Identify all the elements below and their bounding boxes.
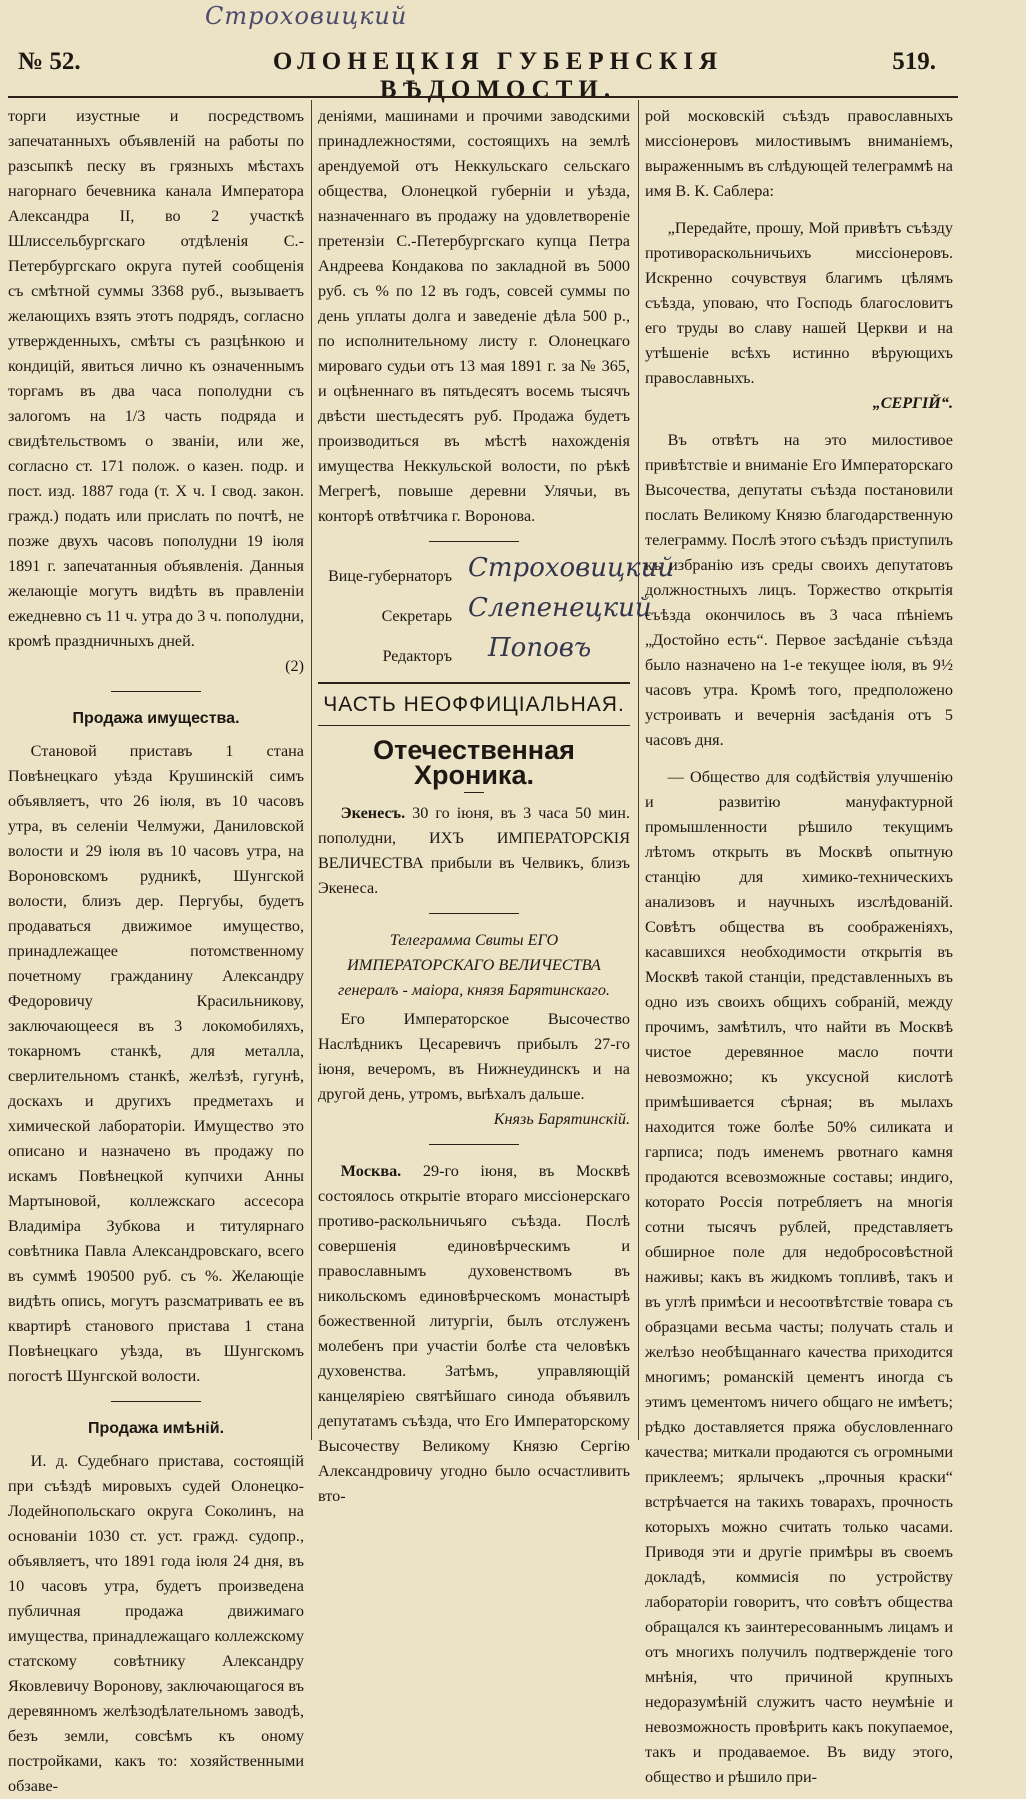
congress-response: Въ отвѣтъ на это милостивое привѣтствіе и вниманіе Его Императорскаго Высочества, депутаты съѣзда постановили послать Великому Князю благодарственную телеграмму. Послѣ этого съѣздъ приступилъ къ избранію изъ среды своихъ депутатовъ должностныхъ лицъ. Торжество открытія съѣзда окончилось въ 3 часа пѣніемъ „Достойно есть“. Первое засѣданіе съѣзда было назначено на 1-е текущее іюля, въ 9½ часовъ утра. Кромѣ того, предположено устроивать и вечернія засѣданія отъ 5 часовъ дня. [645,431,953,749]
section-divider [429,913,519,914]
property-sale-notice: Становой приставъ 1 стана Повѣнецкаго уѣзда Крушинскій симъ объявляетъ, что 26 іюля, въ 10 часовъ утра, въ селеніи Челмужи, Даниловской волости и 29 іюля въ 10 часовъ утра, на Вороновскомъ рудникѣ, Шунгской волости, близъ дер. Пергубы, будетъ продаваться движимое имущество, принадлежащее потомственному почетному гражданину Александру Федоровичу Красильникову, заключающееся въ 3 локомобиляхъ, токарномъ станкѣ, для металла, сверлительномъ станкѣ, желѣзѣ, гугунѣ, доскахъ и другихъ предметахъ и химической лабораторіи. Имущество это описано и назначено въ продажу по искамъ Повѣнецкой купчихи Анны Мартыновой, коллежскаго ассесора Владиміра Зубкова и титулярнаго совѣтника Павла Александровскаго, всего въ суммѣ 190500 руб. съ %. Желающіе видѣть опись, могутъ разсматривать ее въ квартирѣ станового пристава 1 стана Повѣнецкаго уѣзда, въ Шунгскомъ погостѣ Шунгской волости. [8,742,304,1385]
part-title: ЧАСТЬ НЕОФФИЦІАЛЬНАЯ. [318,682,630,726]
section-divider [111,1401,201,1402]
page-number: 519. [892,48,936,75]
column-1 [8,104,304,1799]
signature-vice-governor [318,553,675,596]
signature-label: Вице-губернаторъ [328,568,452,585]
tender-notice: торги изустные и посредствомъ запечатанныхъ объявленій на работы по разсыпкѣ песку въ грязныхъ мѣстахъ нагорнаго бечевника канала Императора Александра II, во 2 участкѣ Шлиссельбургскаго отдѣленія С.-Петербургскаго округа путей сообщенія съ смѣтной суммы 3368 руб., вызываетъ желающихъ взять этотъ подрядъ, согласно утвержденныхъ, смѣты съ разцѣнкою и кондицій, явиться лично къ означеннымъ торгамъ въ два часа пополудни съ залогомъ на 1/3 часть подряда и свидѣтельствомъ о званіи, или же, согласно ст. 171 полож. о казен. подр. и пост. изд. 1887 года (т. X ч. I свод. закон. гражд.) подать или прислать по почтѣ, не позже двухъ часовъ пополудни 19 іюля 1891 г. запечатанныя объявленія. Данныя желающіе могутъ видѣть въ правленіи ежедневно съ 11 ч. утра до 3 ч. пополудни, кромѣ праздничныхъ дней. [8,107,304,650]
telegram-heading: Телеграмма Свиты ЕГО ИМПЕРАТОРСКАГО ВЕЛИЧЕСТВА генералъ - маіора, князя Барятинскаго. [338,931,610,999]
telegram-text: Его Императорское Высочество Наслѣдникъ Цесаревичъ прибылъ 27-го іюня, вечеромъ, въ Нижнеудинскъ и на другой день, утромъ, выѣхалъ дальше. [318,1010,630,1103]
manufacturing-society-report: — Общество для содѣйствія улучшенію и развитію мануфактурной промышленности рѣшило текущимъ лѣтомъ открыть въ Москвѣ опытную станцію для химико-техническихъ анализовъ и научныхъ изслѣдованій. Совѣтъ общества въ соображеніяхъ, касавшихся необходимости открытія въ Москвѣ такой станціи, представленныхъ въ одно изъ своихъ общихъ собраній, между прочимъ, замѣтилъ, что найти въ Москвѣ чистое деревянное масло почти невозможно; къ уксусной кислотѣ примѣшивается сѣрная; въ мылахъ находится тоже болѣе 50% силиката и гарписа; подъ именемъ рвотнаго камня продаются всевозможные составы; индиго, которато Россія потребляетъ на многія сотни тысячъ рублей, представляетъ обширное поле для недобросовѣстной наживы; какъ въ жидкомъ топливѣ, такъ и въ углѣ примѣси и несоотвѣтствіе товара съ образцами весьма часты; получать сталь и желѣзо необѣщаннаго качества приходится многимъ; романскій цементъ иногда съ этимъ цементомъ ничего общаго не имѣетъ; рѣдко доставляется пряжа обусловленнаго качества; миткали продаются съ огромными приклеемъ; ярлычекъ „прочныя краски“ встрѣчается на такихъ товарахъ, прочность которыхъ можно считать только часами. Приводя эти и другіе примѣры въ своемъ докладѣ, коммисія по устройству лабораторіи говоритъ, что совѣтъ общества обращался къ заинтересованнымъ лицамъ и отъ многихъ получилъ подтвержденіе того мнѣнія, что причиной крупныхъ недоразумѣній служитъ часто неумѣніе и невозможность провѣрить какъ покупаемое, такъ и продаваемое. Въ виду этого, общество и рѣшило при- [645,768,953,1786]
newspaper-title: ОЛОНЕЦКІЯ ГУБЕРНСКІЯ ВѢДОМОСТИ. [272,48,724,103]
dateline: Москва. [340,1162,402,1180]
grand-duke-signature: „СЕРГІЙ“. [872,394,953,412]
telegram-signature: Князь Барятинскій. [493,1110,630,1128]
section-title-property-sale: Продажа имущества. [72,710,240,727]
section-divider [464,792,484,793]
handwritten-signature: Слепенецкий [468,593,652,623]
signature-label: Секретарь [381,608,452,625]
handwritten-signature: Поповъ [488,633,592,663]
notice-mark: (2) [285,657,304,675]
masthead [18,46,996,103]
column-3 [645,104,953,1790]
section-title-estate-sale: Продажа имѣній. [87,1420,225,1437]
column-divider-1 [311,100,312,1440]
section-divider [111,691,201,692]
column-divider-2 [638,100,639,1440]
signature-secretary [318,593,652,636]
issue-number: № 52. [18,48,81,75]
signature-label: Редакторъ [382,648,452,665]
handwritten-signature: Строховицкий [468,553,675,583]
estate-sale-continued: деніями, машинами и прочими заводскими принадлежностями, состоящихъ на землѣ арендуемой отъ Неккульскаго сельскаго общества, Олонецкой губерніи и уѣзда, назначеннаго въ продажу на удовлетвореніе претензіи С.-Петербургскаго купца Петра Андреева Кондакова по закладной въ 5000 руб. съ % по 12 въ годъ, совсей суммы по день уплаты долга и заведеніе дѣла 500 р., по исполнительному листу г. Олонецкаго мироваго судьи отъ 13 мая 1891 г. за № 365, и оцѣненнаго въ пятьдесятъ восемь тысячъ двѣсти шестьдесятъ руб. Продажа будетъ производиться въ мѣстѣ нахожденія имущества Неккульской волости, по рѣкѣ Мегрегѣ, повыше деревни Улячьи, въ конторѣ отвѣтчика г. Воронова. [318,107,630,525]
signature-editor [318,633,630,676]
ekenes-report: Экенесъ. 30 го іюня, въ 3 часа 50 мин. пополудни, ИХЪ ИМПЕРАТОРСКІЯ ВЕЛИЧЕСТВА прибыли въ Челвикъ, близъ Экенеса. [318,804,631,897]
header-rule [8,96,958,98]
estate-sale-notice: И. д. Судебнаго пристава, состоящій при съѣздѣ мировыхъ судей Олонецко-Лодейнопольскаго округа Соколинъ, на основаніи 1030 ст. уст. гражд. судопр., объявляетъ, что 1891 года іюля 24 дня, въ 10 часовъ утра, будетъ произведена публичная продажа движимаго имущества, принадлежащаго коллежскому статскому совѣтнику Александру Яковлевичу Воронову, заключающагося въ деревянномъ желѣзодѣлательномъ заводѣ, безъ земли, совсѣмъ къ оному постройками, какъ то: хозяйственными обзаве- [8,1452,304,1795]
congress-continued: рой московскій съѣздъ православныхъ миссіонеровъ милостивымъ вниманіемъ, выраженнымъ въ слѣдующей телеграммѣ на имя В. К. Саблера: [645,107,953,200]
grand-duke-telegram: „Передайте, прошу, Мой привѣтъ съѣзду противораскольничьихъ миссіонеровъ. Искренно сочувствуя благимъ цѣлямъ съѣзда, уповаю, что Господь благословитъ его труды во славу нашей Церкви и на утѣшеніе всѣхъ истинно вѣрующихъ православныхъ. [645,219,953,387]
section-divider [429,1144,519,1145]
moscow-report: Москва. 29-го іюня, въ Москвѣ состоялось открытіе втораго миссіонерскаго противо-раскольничьяго съѣзда. Послѣ совершенія единовѣрческимъ и православнымъ духовенствомъ въ никольскомъ единовѣрческомъ монастырѣ божественной литургіи, былъ отслуженъ молебенъ при участіи болѣе ста человѣкъ духовенства. Затѣмъ, управляющій канцеляріею святѣйшаго синода объявилъ депутатамъ съѣзда, что Его Императорскому Высочеству Великому Князю Сергію Александровичу угодно было осчастливить вто- [318,1162,631,1505]
chronicle-title: Отечественная Хроника. [373,735,575,790]
column-2 [318,104,675,1509]
section-divider [429,541,519,542]
dateline: Экенесъ. [340,804,406,822]
handwritten-signature-top: Строховицкий [205,2,408,30]
